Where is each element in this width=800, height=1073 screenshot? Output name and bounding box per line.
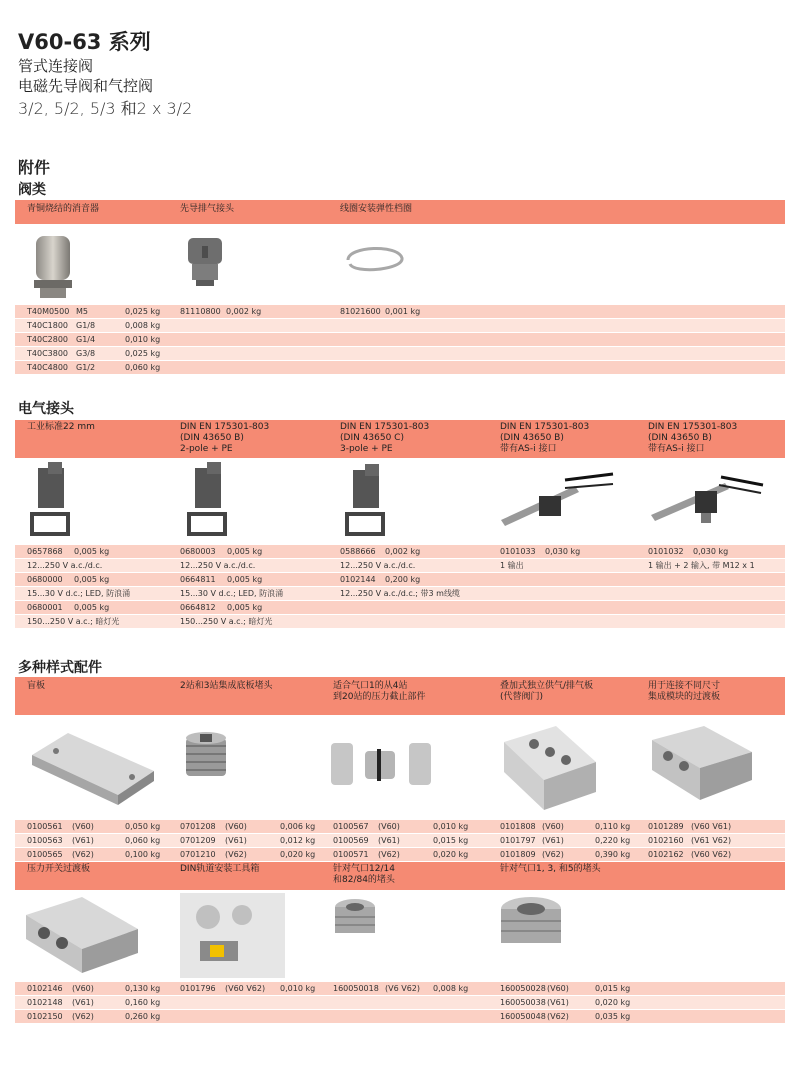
misc2-row-1	[15, 982, 785, 995]
cell: 0100565	[27, 850, 63, 859]
misc2-row-3	[15, 1010, 785, 1023]
electrical-header-band	[15, 420, 785, 458]
header-text: 盲板	[27, 681, 46, 691]
misc-row-2	[15, 834, 785, 847]
misc-header-4	[500, 681, 593, 703]
cell: (V60 V62)	[691, 850, 732, 859]
cell: (V60 V61)	[691, 822, 732, 831]
cell: 0,100 kg	[125, 850, 161, 859]
valves-header-muffler: 青铜烧结的消音器	[27, 204, 100, 214]
cell: 81021600	[340, 307, 381, 316]
cell: (V62)	[378, 850, 400, 859]
elec-header-4	[500, 422, 589, 455]
header-text: 针对气口1, 3, 和5的堵头	[500, 864, 601, 874]
cell: 0,060 kg	[125, 363, 161, 372]
header-text: 适合气口1的从4站	[333, 681, 408, 691]
electrical-title: 电气接头	[18, 401, 74, 417]
cell: (V61)	[542, 836, 564, 845]
cell: 0,020 kg	[433, 850, 469, 859]
cell: 0101796	[180, 984, 216, 993]
valves-header-band	[15, 200, 785, 224]
cell: 0680000	[27, 575, 63, 584]
header-text: (DIN 43650 B)	[180, 433, 244, 443]
elec-row-6	[15, 615, 785, 628]
din-rail-kit-image	[180, 893, 285, 978]
valves-title: 阀类	[18, 182, 46, 198]
valves-row-4	[15, 347, 785, 360]
subtitle-line-3: 3/2, 5/2, 5/3 和2 x 3/2	[18, 99, 193, 118]
cell: 0701209	[180, 836, 216, 845]
cell: 0101797	[500, 836, 536, 845]
plug-plate-image	[182, 728, 232, 783]
cell: (V61)	[225, 836, 247, 845]
subtitle-line-1: 管式连接阀	[18, 57, 94, 75]
header-text: (DIN 43650 C)	[340, 433, 404, 443]
cell: 0,005 kg	[74, 547, 110, 556]
cell: (V61)	[378, 836, 400, 845]
misc-header-1	[27, 681, 45, 692]
cell: 0102144	[340, 575, 376, 584]
valves-row-3	[15, 333, 785, 346]
cell: 1 输出	[500, 561, 524, 570]
misc2-row-2	[15, 996, 785, 1009]
header-text: (DIN 43650 B)	[500, 433, 564, 443]
cell: (V62)	[547, 1012, 569, 1021]
cell: 0101808	[500, 822, 536, 831]
misc-header-band-2	[15, 862, 785, 890]
cell: (V60)	[542, 822, 564, 831]
header-text: DIN轨道安装工具箱	[180, 864, 260, 874]
header-text: (代替阀门)	[500, 692, 544, 702]
cell: 0657868	[27, 547, 63, 556]
cell: 0,010 kg	[433, 822, 469, 831]
cell: (V60)	[72, 984, 94, 993]
cell: 0,110 kg	[595, 822, 631, 831]
cell: 0100569	[333, 836, 369, 845]
cell: (V62)	[542, 850, 564, 859]
header-text: 到20站的压力截止部件	[333, 692, 426, 702]
cell: 0,006 kg	[280, 822, 316, 831]
valves-header-pilot-exhaust: 先导排气接头	[180, 204, 235, 214]
cell: T40M0500	[27, 307, 70, 316]
cell: G1/8	[76, 321, 96, 330]
cell: 0100571	[333, 850, 369, 859]
retaining-ring-image	[340, 240, 410, 280]
cell: 0100567	[333, 822, 369, 831]
cell: (V61)	[72, 998, 94, 1007]
misc2-header-1	[27, 864, 90, 875]
cell: 0,015 kg	[433, 836, 469, 845]
accessories-title: 附件	[18, 158, 51, 177]
connector-3pole-image	[343, 462, 393, 542]
page-title: V60-63 系列	[18, 30, 151, 54]
cell: 0588666	[340, 547, 376, 556]
cell: (V62)	[72, 1012, 94, 1021]
cell: 0101032	[648, 547, 684, 556]
cell: 15...30 V d.c.; LED, 防浪涌	[27, 589, 131, 598]
header-text: 2-pole + PE	[180, 444, 233, 454]
cell: 160050018	[333, 984, 379, 993]
valves-row-2	[15, 319, 785, 332]
header-text: 3-pole + PE	[340, 444, 393, 454]
cell: 1 输出 + 2 输入, 带 M12 x 1	[648, 561, 755, 570]
cell: 0102150	[27, 1012, 63, 1021]
cell: M5	[76, 307, 88, 316]
elec-header-2	[180, 422, 269, 455]
header-text: 工业标准22 mm	[27, 422, 95, 432]
pressure-switch-plate-image	[22, 893, 142, 978]
elec-row-3	[15, 573, 785, 586]
cell: G3/8	[76, 349, 96, 358]
adapter-plate-image	[648, 722, 758, 807]
cell: 160050038	[500, 998, 546, 1007]
elec-row-1	[15, 545, 785, 558]
header-text: DIN EN 175301-803	[180, 422, 270, 432]
cell: (V61 V62)	[691, 836, 732, 845]
cell: 0,050 kg	[125, 822, 161, 831]
cell: 0,160 kg	[125, 998, 161, 1007]
cell: 0,020 kg	[280, 850, 316, 859]
cell: 0,025 kg	[125, 349, 161, 358]
misc-header-2	[180, 681, 272, 692]
pressure-stop-image	[325, 735, 440, 795]
misc2-header-3	[333, 864, 395, 886]
header-text: 叠加式独立供气/排气板	[500, 681, 594, 691]
header-text: 用于连接不同尺寸	[648, 681, 721, 691]
cell: 0701208	[180, 822, 216, 831]
cell: 150...250 V a.c.; 暗灯光	[180, 617, 273, 626]
cell: 0102146	[27, 984, 63, 993]
header-text: DIN EN 175301-803	[500, 422, 590, 432]
misc-header-5	[648, 681, 720, 703]
cell: 0,200 kg	[385, 575, 421, 584]
cell: 0,012 kg	[280, 836, 316, 845]
cell: 15...30 V d.c.; LED, 防浪涌	[180, 589, 284, 598]
cell: 0,020 kg	[595, 998, 631, 1007]
cell: 0,025 kg	[125, 307, 161, 316]
cell: 0100563	[27, 836, 63, 845]
cell: 0,060 kg	[125, 836, 161, 845]
header-text: 2站和3站集成底板堵头	[180, 681, 273, 691]
connector-asi-m12-image	[645, 465, 765, 530]
cell: 0,001 kg	[385, 307, 421, 316]
cell: 0,005 kg	[227, 575, 263, 584]
cell: (V6 V62)	[385, 984, 420, 993]
cell: T40C3800	[27, 349, 69, 358]
misc2-header-4	[500, 864, 601, 875]
cell: 0680001	[27, 603, 63, 612]
header-text: 带有AS-i 接口	[648, 444, 705, 454]
header-text: DIN EN 175301-803	[340, 422, 430, 432]
cell: 0102160	[648, 836, 684, 845]
cell: 0,008 kg	[125, 321, 161, 330]
cell: (V60)	[72, 822, 94, 831]
cell: 0664812	[180, 603, 216, 612]
cell: (V62)	[72, 850, 94, 859]
header-text: 压力开关过渡板	[27, 864, 91, 874]
cell: (V60)	[225, 822, 247, 831]
cell: (V61)	[72, 836, 94, 845]
header-text: DIN EN 175301-803	[648, 422, 738, 432]
cell: 0,005 kg	[74, 603, 110, 612]
cell: 0,002 kg	[385, 547, 421, 556]
cell: G1/2	[76, 363, 96, 372]
cell: 0,220 kg	[595, 836, 631, 845]
cell: 12...250 V a.c./d.c.	[27, 561, 103, 570]
supply-exhaust-plate-image	[500, 722, 600, 812]
cell: 0,005 kg	[227, 547, 263, 556]
misc-row-1	[15, 820, 785, 833]
cell: 0,035 kg	[595, 1012, 631, 1021]
cell: 160050048	[500, 1012, 546, 1021]
cell: 0101033	[500, 547, 536, 556]
cell: 0,005 kg	[227, 603, 263, 612]
pilot-exhaust-image	[182, 232, 232, 292]
cell: 0,015 kg	[595, 984, 631, 993]
cell: 0,260 kg	[125, 1012, 161, 1021]
misc-header-band	[15, 677, 785, 715]
cell: 12...250 V a.c./d.c.	[180, 561, 256, 570]
header-text: 带有AS-i 接口	[500, 444, 557, 454]
cell: 12...250 V a.c./d.c.; 带3 m线缆	[340, 589, 460, 598]
subtitle-line-2: 电磁先导阀和气控阀	[18, 77, 154, 95]
cell: 160050028	[500, 984, 546, 993]
connector-asi-image	[495, 470, 615, 530]
elec-row-4	[15, 587, 785, 600]
header-text: 针对气口12/14	[333, 864, 395, 874]
cell: 0,030 kg	[545, 547, 581, 556]
valves-row-5	[15, 361, 785, 374]
cell: 0664811	[180, 575, 216, 584]
cell: 0,390 kg	[595, 850, 631, 859]
cell: T40C1800	[27, 321, 69, 330]
cell: (V62)	[225, 850, 247, 859]
cell: 0102148	[27, 998, 63, 1007]
blank-plate-image	[28, 725, 158, 810]
misc-row-3	[15, 848, 785, 861]
elec-row-5	[15, 601, 785, 614]
cell: (V60)	[378, 822, 400, 831]
cell: 0,010 kg	[280, 984, 316, 993]
header-text: (DIN 43650 B)	[648, 433, 712, 443]
cell: 0102162	[648, 850, 684, 859]
valves-row-1	[15, 305, 785, 318]
cell: 0,130 kg	[125, 984, 161, 993]
cell: (V61)	[547, 998, 569, 1007]
cell: 0,030 kg	[693, 547, 729, 556]
cell: T40C2800	[27, 335, 69, 344]
cell: 12...250 V a.c./d.c.	[340, 561, 416, 570]
cell: 0,010 kg	[125, 335, 161, 344]
cell: 150...250 V a.c.; 暗灯光	[27, 617, 120, 626]
elec-header-3	[340, 422, 429, 455]
cell: (V60)	[547, 984, 569, 993]
misc-header-3	[333, 681, 425, 703]
muffler-image	[28, 230, 78, 302]
cell: 0100561	[27, 822, 63, 831]
elec-header-5	[648, 422, 737, 455]
cell: 0680003	[180, 547, 216, 556]
connector-22mm-image	[28, 462, 78, 542]
misc-title: 多种样式配件	[18, 660, 102, 676]
cell: 0,005 kg	[74, 575, 110, 584]
header-text: 和82/84的堵头	[333, 875, 395, 885]
cell: 0101289	[648, 822, 684, 831]
cell: 81110800	[180, 307, 221, 316]
cell: 0,002 kg	[226, 307, 262, 316]
cell: (V60 V62)	[225, 984, 266, 993]
cell: 0701210	[180, 850, 216, 859]
cell: T40C4800	[27, 363, 69, 372]
cell: G1/4	[76, 335, 96, 344]
elec-header-1	[27, 422, 95, 433]
elec-row-2	[15, 559, 785, 572]
header-text: 集成模块的过渡板	[648, 692, 721, 702]
connector-2pole-image	[185, 462, 235, 542]
plug-12-14-image	[330, 895, 380, 950]
misc2-header-2	[180, 864, 259, 875]
cell: 0101809	[500, 850, 536, 859]
plug-1-3-5-image	[496, 893, 566, 958]
valves-header-retaining-ring: 线圈安装弹性档圈	[340, 204, 413, 214]
cell: 0,008 kg	[433, 984, 469, 993]
